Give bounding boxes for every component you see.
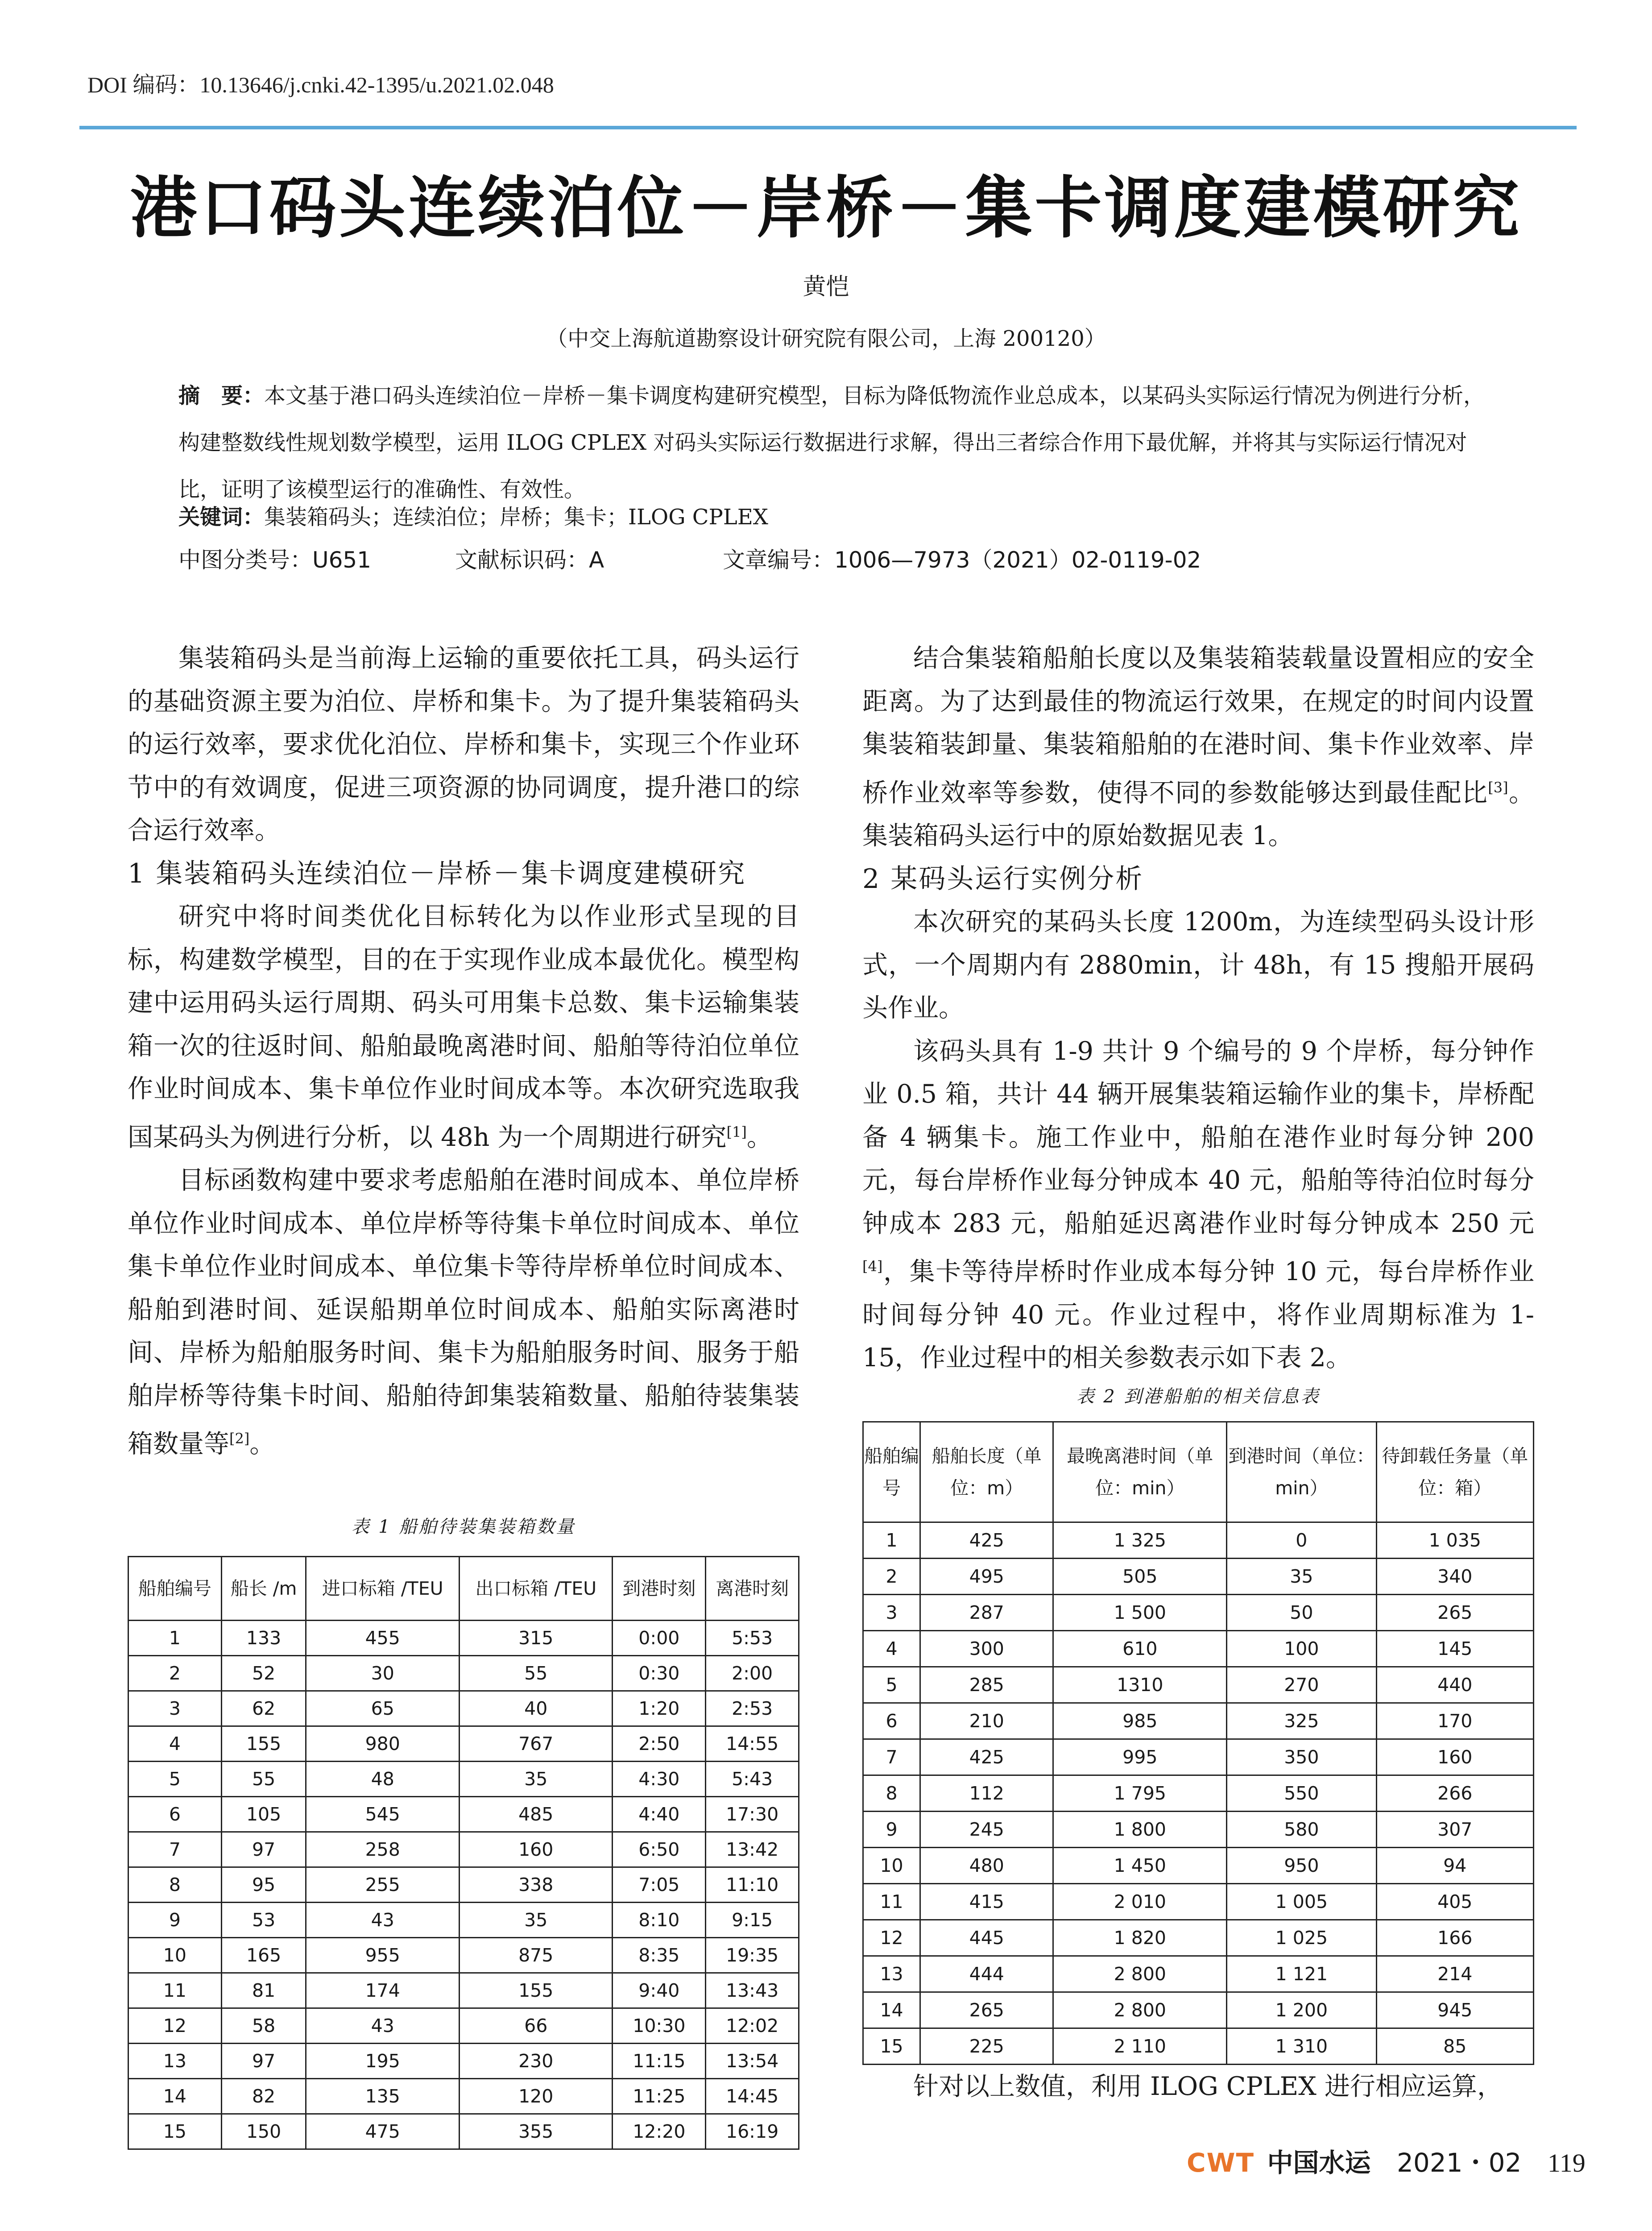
classification [178,542,1201,574]
table-row [128,1797,799,1832]
table-cell: 11:25 [613,2079,706,2114]
table-cell: 6 [128,1797,222,1832]
table-cell: 13 [128,2044,222,2079]
table-cell: 1 005 [1227,1884,1376,1920]
section-heading-2: 2 某码头运行实例分析 [862,863,1144,895]
table-cell: 11:15 [613,2044,706,2079]
page-number: 119 [1547,2148,1586,2177]
table-cell: 2 800 [1053,1956,1227,1992]
table-cell: 133 [221,1621,306,1656]
table-cell: 485 [459,1797,613,1832]
table-cell: 1 200 [1227,1992,1376,2028]
table-cell: 5 [863,1667,920,1703]
table-cell: 1 325 [1053,1522,1227,1559]
table-cell: 53 [221,1903,306,1938]
table-cell: 1:20 [613,1691,706,1726]
table-cell: 105 [221,1797,306,1832]
document-code: 文献标识码：A [455,547,604,573]
table-cell: 100 [1227,1631,1376,1667]
table-cell: 355 [459,2114,613,2149]
abstract [178,373,1490,513]
table-row [863,2028,1534,2065]
table-cell: 12 [863,1920,920,1956]
table-cell: 1 310 [1227,2028,1376,2065]
table-cell: 225 [920,2028,1053,2065]
table-1 [128,1556,799,2150]
citation: [1] [726,1123,747,1140]
table-row [128,1621,799,1656]
table-cell: 14:45 [706,2079,799,2114]
table-cell: 4:40 [613,1797,706,1832]
table-cell: 35 [459,1762,613,1797]
table-cell: 285 [920,1667,1053,1703]
table-row [128,2008,799,2044]
table-2-block [862,1382,1534,2065]
table-cell: 475 [306,2114,460,2149]
table-cell: 445 [920,1920,1053,1956]
table-2-caption: 表 2 到港船舶的相关信息表 [1076,1386,1321,1407]
keywords [178,500,768,531]
table-cell: 405 [1376,1884,1534,1920]
column-header: 待卸载任务量（单位：箱） [1376,1422,1534,1522]
table-cell: 55 [459,1656,613,1691]
table-cell: 265 [920,1992,1053,2028]
table-cell: 245 [920,1812,1053,1848]
table-cell: 266 [1376,1775,1534,1812]
table-cell: 9 [128,1903,222,1938]
table-cell: 13:43 [706,1973,799,2008]
table-cell: 8 [128,1867,222,1903]
abstract-label: 摘 要： [178,383,265,408]
table-cell: 980 [306,1726,460,1762]
table-cell: 210 [920,1703,1053,1739]
table-cell: 43 [306,1903,460,1938]
table-cell: 1 [863,1522,920,1559]
table-cell: 985 [1053,1703,1227,1739]
table-row [863,1956,1534,1992]
table-cell: 287 [920,1595,1053,1631]
left-column [128,637,799,1466]
table-row [863,1884,1534,1920]
table-cell: 5:43 [706,1762,799,1797]
table-cell: 35 [459,1903,613,1938]
column-header: 到港时间（单位：min） [1227,1422,1376,1522]
table-cell: 325 [1227,1703,1376,1739]
column-header: 进口标箱 /TEU [306,1557,460,1621]
table-cell: 97 [221,2044,306,2079]
table-cell: 945 [1376,1992,1534,2028]
footer [1187,2142,1586,2179]
paragraph: 研究中将时间类优化目标转化为以作业形式呈现的目标，构建数学模型，目的在于实现作业成本最优化。模型构建中运用码头运行周期、码头可用集卡总数、集卡运输集装箱一次的往返时间、船舶最晚离港时间、船舶等待泊位单位作业时间成本、集卡单位作业时间成本等。本次研究选取我国某码头为例进行分析，以 48h 为一个周期进行研究[1]。 [128,902,799,1152]
table-cell: 155 [221,1726,306,1762]
abstract-text: 本文基于港口码头连续泊位－岸桥－集卡调度构建研究模型，目标为降低物流作业总成本，以某码头实际运行情况为例进行分析，构建整数线性规划数学模型，运用 ILOG CPLEX 对码头实际运行数据进行求解，得出三者综合作用下最优解，并将其与实际运行情况对比，证明了该模型运行的准确性、有效性。 [178,383,1485,502]
table-cell: 165 [221,1938,306,1973]
table-cell: 425 [920,1739,1053,1775]
table-2 [862,1421,1534,2065]
table-cell: 10 [128,1938,222,1973]
table-cell: 505 [1053,1559,1227,1595]
table-cell: 1 025 [1227,1920,1376,1956]
table-cell: 495 [920,1559,1053,1595]
table-cell: 170 [1376,1703,1534,1739]
author: 黄恺 [803,274,849,300]
table-cell: 550 [1227,1775,1376,1812]
paragraph-tail: 针对以上数值，利用 ILOG CPLEX 进行相应运算， [913,2072,1503,2101]
table-cell: 545 [306,1797,460,1832]
magazine-name: 中国水运 [1267,2148,1371,2178]
table-cell: 0:00 [613,1621,706,1656]
table-cell: 9:40 [613,1973,706,2008]
table-cell: 425 [920,1522,1053,1559]
table-cell: 62 [221,1691,306,1726]
table-cell: 17:30 [706,1797,799,1832]
table-cell: 214 [1376,1956,1534,1992]
table-cell: 1 795 [1053,1775,1227,1812]
table-cell: 2:53 [706,1691,799,1726]
table-cell: 875 [459,1938,613,1973]
table-cell: 338 [459,1867,613,1903]
table-cell: 6 [863,1703,920,1739]
table-cell: 2 800 [1053,1992,1227,2028]
table-cell: 11:10 [706,1867,799,1903]
column-header: 船舶编号 [863,1422,920,1522]
table-cell: 455 [306,1621,460,1656]
column-header: 船舶长度（单位：m） [920,1422,1053,1522]
table-cell: 40 [459,1691,613,1726]
table-row [128,1762,799,1797]
paragraph: 结合集装箱船舶长度以及集装箱装载量设置相应的安全距离。为了达到最佳的物流运行效果，在规定的时间内设置集装箱装卸量、集装箱船舶的在港时间、集卡作业效率、岸桥作业效率等参数，使得不同的参数能够达到最佳配比[3]。集装箱码头运行中的原始数据见表 1。 [862,643,1535,850]
table-row [863,1522,1534,1559]
table-cell: 8:10 [613,1903,706,1938]
table-cell: 66 [459,2008,613,2044]
column-header: 到港时刻 [613,1557,706,1621]
table-cell: 767 [459,1726,613,1762]
table-cell: 230 [459,2044,613,2079]
table-row [128,1938,799,1973]
table-cell: 300 [920,1631,1053,1667]
table-cell: 8:35 [613,1938,706,1973]
citation: [2] [229,1430,250,1447]
table-cell: 9:15 [706,1903,799,1938]
table-cell: 2 [128,1656,222,1691]
table-cell: 1 500 [1053,1595,1227,1631]
table-cell: 174 [306,1973,460,2008]
table-cell: 610 [1053,1631,1227,1667]
table-row [128,1867,799,1903]
column-header: 船长 /m [221,1557,306,1621]
table-row [863,1812,1534,1848]
table-cell: 81 [221,1973,306,2008]
table-cell: 1 035 [1376,1522,1534,1559]
keywords-label: 关键词： [178,505,265,530]
table-cell: 155 [459,1973,613,2008]
table-row [128,1726,799,1762]
table-cell: 2:00 [706,1656,799,1691]
table-cell: 35 [1227,1559,1376,1595]
table-cell: 11 [863,1884,920,1920]
table-cell: 58 [221,2008,306,2044]
table-cell: 160 [1376,1739,1534,1775]
table-row [128,1691,799,1726]
table-cell: 1 450 [1053,1848,1227,1884]
keywords-text: 集装箱码头；连续泊位；岸桥；集卡；ILOG CPLEX [264,505,768,530]
table-cell: 4 [128,1726,222,1762]
table-cell: 55 [221,1762,306,1797]
table-cell: 1 800 [1053,1812,1227,1848]
table-cell: 255 [306,1867,460,1903]
table-cell: 580 [1227,1812,1376,1848]
table-row [128,1903,799,1938]
table-cell: 14 [863,1992,920,2028]
table-cell: 145 [1376,1631,1534,1667]
table-cell: 11 [128,1973,222,2008]
table-cell: 2 110 [1053,2028,1227,2065]
table-cell: 440 [1376,1667,1534,1703]
paper-title: 港口码头连续泊位－岸桥－集卡调度建模研究 [130,169,1522,247]
table-cell: 1 [128,1621,222,1656]
table-cell: 30 [306,1656,460,1691]
table-row [128,1973,799,2008]
table-cell: 50 [1227,1595,1376,1631]
table-cell: 2 [863,1559,920,1595]
table-row [863,1739,1534,1775]
table-cell: 195 [306,2044,460,2079]
table-cell: 135 [306,2079,460,2114]
table-cell: 2:50 [613,1726,706,1762]
clc-code: 中图分类号：U651 [178,547,372,573]
table-cell: 160 [459,1832,613,1867]
table-cell: 7 [128,1832,222,1867]
table-cell: 85 [1376,2028,1534,2065]
table-cell: 112 [920,1775,1053,1812]
table-cell: 10:30 [613,2008,706,2044]
table-row [863,1667,1534,1703]
table-cell: 2 010 [1053,1884,1227,1920]
table-cell: 444 [920,1956,1053,1992]
table-row [128,2044,799,2079]
paragraph: 该码头具有 1-9 共计 9 个编号的 9 个岸桥，每分钟作业 0.5 箱，共计 44 辆开展集装箱运输作业的集卡，岸桥配备 4 辆集卡。施工作业中，船舶在港作业时每分钟 200 元，每台岸桥作业每分钟成本 40 元，船舶等待泊位时每分钟成本 283 元，船舶延迟离港作业时每分钟成本 250 元[4]，集卡等待岸桥时作业成本每分钟 10 元，每台岸桥作业时间每分钟 40 元。作业过程中，将作业周期标准为 1-15，作业过程中的相关参数表示如下表 2。 [862,1036,1534,1373]
table-cell: 10 [863,1848,920,1884]
table-row [863,1992,1534,2028]
table-row [863,1595,1534,1631]
table-cell: 955 [306,1938,460,1973]
table-cell: 15 [863,2028,920,2065]
table-cell: 95 [221,1867,306,1903]
doi-line: DOI 编码：10.13646/j.cnki.42-1395/u.2021.02.048 [87,72,554,97]
table-row [128,1656,799,1691]
table-cell: 5:53 [706,1621,799,1656]
table-cell: 415 [920,1884,1053,1920]
table-cell: 166 [1376,1920,1534,1956]
table-cell: 12:02 [706,2008,799,2044]
table-cell: 307 [1376,1812,1534,1848]
table-row [863,1848,1534,1884]
table-cell: 9 [863,1812,920,1848]
table-cell: 94 [1376,1848,1534,1884]
table-cell: 315 [459,1621,613,1656]
column-header: 出口标箱 /TEU [459,1557,613,1621]
table-cell: 0:30 [613,1656,706,1691]
table-1-caption: 表 1 船舶待装集装箱数量 [351,1517,576,1537]
table-cell: 19:35 [706,1938,799,1973]
table-cell: 12:20 [613,2114,706,2149]
table-cell: 6:50 [613,1832,706,1867]
table-row [128,1832,799,1867]
table-cell: 13:54 [706,2044,799,2079]
table-cell: 3 [128,1691,222,1726]
table-cell: 14 [128,2079,222,2114]
article-number: 文章编号：1006—7973（2021）02-0119-02 [723,547,1201,573]
table-cell: 52 [221,1656,306,1691]
table-cell: 265 [1376,1595,1534,1631]
affiliation: （中交上海航道勘察设计研究院有限公司，上海 200120） [546,326,1106,351]
paragraph: 目标函数构建中要求考虑船舶在港时间成本、单位岸桥单位作业时间成本、单位岸桥等待集卡单位时间成本、单位集卡单位作业时间成本、单位集卡等待岸桥单位时间成本、船舶到港时间、延误船期单位时间成本、船舶实际离港时间、岸桥为船舶服务时间、集卡为船舶服务时间、服务于船舶岸桥等待集卡时间、船舶待卸集装箱数量、船舶待装集装箱数量等[2]。 [128,1165,799,1459]
table-cell: 15 [128,2114,222,2149]
right-column [862,637,1534,1380]
table-row [863,1631,1534,1667]
table-cell: 13:42 [706,1832,799,1867]
table-cell: 12 [128,2008,222,2044]
table-row [128,2079,799,2114]
paragraph: 本次研究的某码头长度 1200m，为连续型码头设计形式，一个周期内有 2880min，计 48h，有 15 搜船开展码头作业。 [862,907,1534,1023]
table-cell: 8 [863,1775,920,1812]
table-row [863,1703,1534,1739]
table-cell: 950 [1227,1848,1376,1884]
table-cell: 97 [221,1832,306,1867]
table-cell: 270 [1227,1667,1376,1703]
table-cell: 13 [863,1956,920,1992]
section-heading-1: 1 集装箱码头连续泊位－岸桥－集卡调度建模研究 [128,858,746,889]
table-cell: 5 [128,1762,222,1797]
table-cell: 14:55 [706,1726,799,1762]
table-cell: 3 [863,1595,920,1631]
table-cell: 1 121 [1227,1956,1376,1992]
issue: 2021・02 [1397,2148,1522,2178]
citation: [3] [1488,779,1508,796]
table-cell: 65 [306,1691,460,1726]
table-cell: 340 [1376,1559,1534,1595]
table-row [128,2114,799,2149]
table-row [863,1775,1534,1812]
table-cell: 0 [1227,1522,1376,1559]
table-cell: 1 820 [1053,1920,1227,1956]
table-1-block [128,1513,799,2150]
table-cell: 43 [306,2008,460,2044]
table-cell: 4:30 [613,1762,706,1797]
table-cell: 48 [306,1762,460,1797]
table-cell: 150 [221,2114,306,2149]
column-header: 船舶编号 [128,1557,222,1621]
table-cell: 4 [863,1631,920,1667]
table-row [863,1559,1534,1595]
table-cell: 1310 [1053,1667,1227,1703]
column-header: 最晚离港时间（单位：min） [1053,1422,1227,1522]
paragraph: 集装箱码头是当前海上运输的重要依托工具，码头运行的基础资源主要为泊位、岸桥和集卡。为了提升集装箱码头的运行效率，要求优化泊位、岸桥和集卡，实现三个作业环节中的有效调度，促进三项资源的协同调度，提升港口的综合运行效率。 [128,643,799,845]
table-row [863,1920,1534,1956]
column-header: 离港时刻 [706,1557,799,1621]
table-cell: 7 [863,1739,920,1775]
table-cell: 350 [1227,1739,1376,1775]
citation: [4] [862,1258,883,1275]
table-cell: 480 [920,1848,1053,1884]
table-cell: 995 [1053,1739,1227,1775]
table-cell: 82 [221,2079,306,2114]
table-cell: 7:05 [613,1867,706,1903]
table-cell: 16:19 [706,2114,799,2149]
brand-logo: CWT [1187,2148,1255,2178]
table-cell: 120 [459,2079,613,2114]
header-rule [79,126,1577,129]
table-cell: 258 [306,1832,460,1867]
